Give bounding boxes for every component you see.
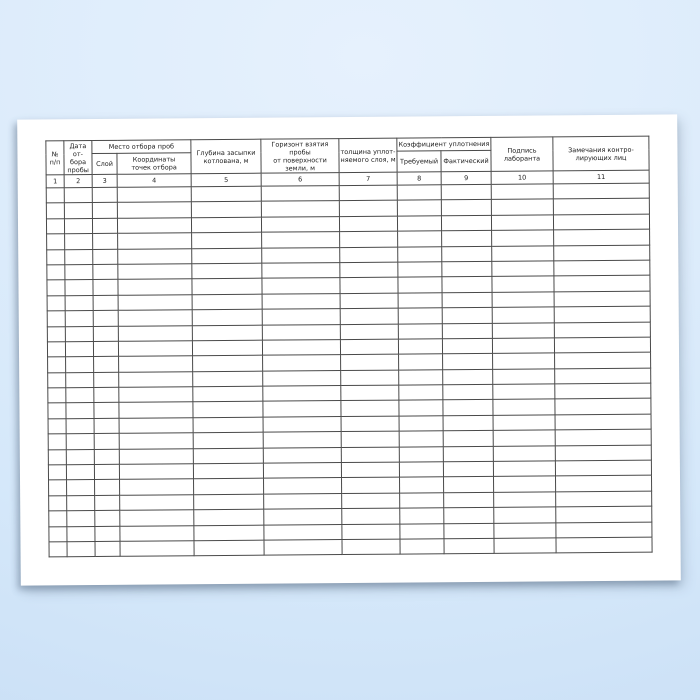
empty-cell: [493, 415, 555, 431]
empty-cell: [49, 542, 67, 558]
column-number-cell: 2: [64, 175, 92, 188]
empty-cell: [444, 477, 494, 493]
empty-cell: [66, 465, 94, 481]
empty-cell: [49, 511, 67, 527]
empty-cell: [120, 541, 194, 557]
col-header-coords: Координаты точек отбора: [117, 153, 191, 175]
empty-cell: [94, 434, 119, 450]
empty-cell: [340, 308, 398, 324]
empty-cell: [47, 265, 65, 281]
empty-cell: [67, 495, 95, 511]
empty-cell: [66, 403, 94, 419]
empty-cell: [443, 461, 493, 477]
empty-cell: [118, 294, 192, 310]
empty-cell: [262, 247, 340, 263]
empty-cell: [442, 261, 492, 277]
empty-cell: [342, 539, 400, 555]
empty-cell: [48, 449, 66, 465]
empty-cell: [118, 325, 192, 341]
empty-cell: [47, 295, 65, 311]
column-number-cell: 6: [261, 173, 339, 187]
col-header-depth: Глубина засыпки котлована, м: [191, 139, 261, 174]
header-row-top: [46, 136, 649, 154]
empty-cell: [494, 538, 556, 554]
empty-cell: [193, 402, 263, 418]
col-header-required: Требуемый: [397, 151, 441, 172]
empty-cell: [49, 496, 67, 512]
empty-cell: [399, 416, 443, 432]
empty-cell: [400, 477, 444, 493]
empty-cell: [556, 522, 652, 538]
empty-cell: [46, 203, 64, 219]
empty-cell: [95, 541, 120, 557]
empty-cell: [554, 229, 650, 245]
empty-cell: [262, 309, 340, 325]
empty-cell: [192, 248, 262, 264]
empty-cell: [94, 403, 119, 419]
empty-cell: [65, 311, 93, 327]
empty-cell: [92, 203, 117, 219]
empty-cell: [553, 199, 649, 215]
empty-cell: [553, 183, 649, 199]
col-header-signature: Подпись лаборанта: [491, 137, 553, 171]
empty-cell: [48, 465, 66, 481]
empty-cell: [340, 324, 398, 340]
empty-cell: [94, 464, 119, 480]
empty-cell: [93, 280, 118, 296]
empty-cell: [442, 307, 492, 323]
empty-cell: [342, 524, 400, 540]
empty-cell: [399, 446, 443, 462]
empty-cell: [399, 400, 443, 416]
empty-cell: [442, 231, 492, 247]
empty-cell: [264, 493, 342, 509]
empty-cell: [66, 388, 94, 404]
empty-cell: [398, 277, 442, 293]
empty-cell: [399, 385, 443, 401]
empty-cell: [47, 326, 65, 342]
empty-cell: [339, 201, 397, 217]
empty-cell: [398, 246, 442, 262]
empty-cell: [400, 493, 444, 509]
empty-cell: [554, 322, 650, 338]
empty-cell: [491, 184, 553, 200]
empty-cell: [554, 275, 650, 291]
col-header-layer: Слой: [92, 153, 117, 174]
empty-cell: [262, 232, 340, 248]
empty-cell: [191, 186, 261, 202]
empty-cell: [193, 355, 263, 371]
empty-cell: [340, 262, 398, 278]
empty-cell: [64, 218, 92, 234]
empty-cell: [342, 508, 400, 524]
empty-cell: [398, 293, 442, 309]
empty-cell: [555, 460, 651, 476]
empty-cell: [555, 414, 651, 430]
empty-cell: [192, 325, 262, 341]
empty-cell: [66, 418, 94, 434]
empty-cell: [398, 323, 442, 339]
empty-cell: [95, 526, 120, 542]
col-header-remarks: Замечания контро- лирующих лиц: [553, 136, 649, 171]
empty-cell: [262, 263, 340, 279]
document-page: [17, 114, 681, 585]
empty-cell: [194, 509, 264, 525]
empty-cell: [47, 280, 65, 296]
empty-cell: [118, 341, 192, 357]
empty-cell: [444, 538, 494, 554]
empty-cell: [263, 463, 341, 479]
empty-cell: [66, 357, 94, 373]
column-number-cell: 3: [92, 174, 117, 187]
empty-cell: [492, 292, 554, 308]
empty-cell: [492, 276, 554, 292]
empty-cell: [65, 264, 93, 280]
empty-cell: [193, 432, 263, 448]
empty-cell: [93, 233, 118, 249]
empty-cell: [191, 202, 261, 218]
empty-cell: [119, 464, 193, 480]
empty-cell: [261, 216, 339, 232]
empty-cell: [119, 356, 193, 372]
empty-cell: [493, 353, 555, 369]
empty-cell: [442, 292, 492, 308]
empty-cell: [49, 526, 67, 542]
empty-cell: [443, 431, 493, 447]
empty-cell: [339, 185, 397, 201]
table-body: [46, 183, 652, 557]
empty-cell: [193, 371, 263, 387]
empty-cell: [556, 491, 652, 507]
empty-cell: [119, 402, 193, 418]
empty-cell: [491, 215, 553, 231]
empty-cell: [442, 323, 492, 339]
empty-cell: [556, 476, 652, 492]
empty-cell: [555, 352, 651, 368]
empty-cell: [94, 372, 119, 388]
empty-cell: [47, 234, 65, 250]
empty-cell: [342, 493, 400, 509]
empty-cell: [48, 419, 66, 435]
column-number-cell: 5: [191, 173, 261, 187]
empty-cell: [556, 506, 652, 522]
empty-cell: [193, 448, 263, 464]
empty-cell: [65, 341, 93, 357]
empty-cell: [48, 434, 66, 450]
empty-cell: [556, 537, 652, 553]
empty-cell: [119, 448, 193, 464]
col-group-place: Место отбора проб: [92, 140, 191, 154]
empty-cell: [492, 307, 554, 323]
column-number-cell: 10: [491, 171, 553, 184]
empty-cell: [118, 310, 192, 326]
empty-cell: [67, 526, 95, 542]
empty-cell: [341, 401, 399, 417]
empty-cell: [48, 372, 66, 388]
empty-cell: [492, 322, 554, 338]
column-number-cell: 1: [46, 175, 64, 188]
empty-cell: [493, 399, 555, 415]
empty-cell: [48, 403, 66, 419]
empty-cell: [397, 185, 441, 201]
empty-cell: [192, 232, 262, 248]
empty-cell: [48, 388, 66, 404]
empty-cell: [441, 184, 491, 200]
empty-cell: [554, 260, 650, 276]
empty-cell: [117, 218, 191, 234]
empty-cell: [492, 230, 554, 246]
empty-cell: [118, 233, 192, 249]
empty-cell: [555, 368, 651, 384]
empty-cell: [192, 279, 262, 295]
empty-cell: [193, 463, 263, 479]
empty-cell: [93, 341, 118, 357]
empty-cell: [398, 339, 442, 355]
col-header-num: № п/п: [46, 141, 64, 175]
empty-cell: [65, 280, 93, 296]
col-header-actual: Фактический: [441, 150, 491, 171]
empty-cell: [491, 199, 553, 215]
empty-cell: [261, 186, 339, 202]
empty-cell: [118, 279, 192, 295]
empty-cell: [341, 416, 399, 432]
empty-cell: [398, 308, 442, 324]
empty-cell: [341, 354, 399, 370]
empty-cell: [494, 522, 556, 538]
empty-cell: [398, 262, 442, 278]
empty-cell: [64, 188, 92, 204]
table-header: [46, 136, 649, 188]
column-number-cell: 9: [441, 171, 491, 184]
empty-cell: [93, 249, 118, 265]
empty-cell: [119, 418, 193, 434]
empty-cell: [442, 338, 492, 354]
empty-cell: [94, 449, 119, 465]
empty-cell: [119, 433, 193, 449]
empty-cell: [443, 400, 493, 416]
empty-cell: [65, 249, 93, 265]
empty-cell: [262, 339, 340, 355]
empty-cell: [341, 385, 399, 401]
empty-cell: [492, 261, 554, 277]
empty-cell: [263, 432, 341, 448]
empty-cell: [49, 480, 67, 496]
empty-cell: [64, 203, 92, 219]
empty-cell: [194, 494, 264, 510]
empty-cell: [192, 263, 262, 279]
empty-cell: [340, 277, 398, 293]
empty-cell: [118, 264, 192, 280]
empty-cell: [442, 246, 492, 262]
empty-cell: [340, 339, 398, 355]
empty-cell: [119, 387, 193, 403]
empty-cell: [494, 476, 556, 492]
empty-cell: [399, 369, 443, 385]
empty-cell: [261, 201, 339, 217]
empty-cell: [263, 370, 341, 386]
empty-cell: [444, 492, 494, 508]
empty-cell: [443, 354, 493, 370]
empty-cell: [46, 219, 64, 235]
empty-cell: [193, 386, 263, 402]
empty-cell: [493, 446, 555, 462]
empty-cell: [263, 355, 341, 371]
empty-cell: [67, 541, 95, 557]
empty-cell: [263, 447, 341, 463]
empty-cell: [398, 231, 442, 247]
empty-cell: [47, 311, 65, 327]
empty-cell: [194, 540, 264, 556]
empty-cell: [66, 372, 94, 388]
empty-cell: [192, 309, 262, 325]
empty-cell: [492, 245, 554, 261]
empty-cell: [264, 478, 342, 494]
empty-cell: [120, 525, 194, 541]
empty-cell: [397, 216, 441, 232]
empty-cell: [341, 462, 399, 478]
empty-cell: [263, 401, 341, 417]
column-number-cell: 11: [553, 170, 649, 184]
empty-cell: [340, 293, 398, 309]
empty-cell: [47, 342, 65, 358]
empty-cell: [92, 187, 117, 203]
empty-cell: [493, 430, 555, 446]
empty-cell: [342, 478, 400, 494]
empty-cell: [66, 434, 94, 450]
empty-cell: [194, 525, 264, 541]
empty-cell: [65, 295, 93, 311]
empty-cell: [555, 429, 651, 445]
empty-cell: [93, 310, 118, 326]
empty-cell: [340, 247, 398, 263]
empty-cell: [400, 523, 444, 539]
empty-cell: [555, 383, 651, 399]
empty-cell: [67, 480, 95, 496]
column-number-cell: 7: [339, 172, 397, 185]
empty-cell: [193, 417, 263, 433]
empty-cell: [399, 462, 443, 478]
column-number-cell: 8: [397, 172, 441, 185]
col-header-thickness: толщина уплот- няемого слоя, м: [339, 138, 397, 172]
empty-cell: [341, 370, 399, 386]
empty-cell: [120, 510, 194, 526]
empty-cell: [399, 431, 443, 447]
empty-cell: [93, 295, 118, 311]
empty-cell: [397, 200, 441, 216]
empty-cell: [493, 369, 555, 385]
empty-cell: [95, 511, 120, 527]
empty-cell: [553, 214, 649, 230]
empty-cell: [443, 415, 493, 431]
empty-cell: [118, 248, 192, 264]
empty-cell: [341, 431, 399, 447]
empty-cell: [554, 245, 650, 261]
empty-cell: [120, 479, 194, 495]
empty-cell: [493, 461, 555, 477]
empty-cell: [95, 480, 120, 496]
empty-cell: [191, 217, 261, 233]
empty-cell: [441, 215, 491, 231]
empty-cell: [554, 306, 650, 322]
empty-cell: [92, 218, 117, 234]
empty-cell: [47, 249, 65, 265]
empty-cell: [554, 337, 650, 353]
empty-cell: [264, 509, 342, 525]
empty-cell: [339, 216, 397, 232]
empty-cell: [94, 418, 119, 434]
col-header-date: Дата от- бора пробы: [64, 141, 92, 175]
empty-cell: [93, 326, 118, 342]
empty-cell: [263, 386, 341, 402]
empty-cell: [444, 508, 494, 524]
empty-cell: [48, 357, 66, 373]
empty-cell: [444, 523, 494, 539]
empty-cell: [493, 384, 555, 400]
empty-cell: [95, 495, 120, 511]
sampling-log-table: [45, 136, 652, 558]
empty-cell: [192, 340, 262, 356]
empty-cell: [262, 278, 340, 294]
empty-cell: [93, 264, 118, 280]
empty-cell: [555, 445, 651, 461]
empty-cell: [263, 416, 341, 432]
empty-cell: [554, 291, 650, 307]
empty-cell: [192, 294, 262, 310]
empty-cell: [262, 324, 340, 340]
empty-cell: [341, 447, 399, 463]
empty-cell: [399, 354, 443, 370]
empty-cell: [94, 387, 119, 403]
empty-cell: [65, 234, 93, 250]
empty-cell: [66, 449, 94, 465]
empty-cell: [117, 187, 191, 203]
empty-cell: [264, 524, 342, 540]
empty-cell: [443, 384, 493, 400]
empty-cell: [120, 495, 194, 511]
empty-cell: [441, 200, 491, 216]
empty-cell: [264, 540, 342, 556]
empty-cell: [400, 508, 444, 524]
empty-cell: [400, 539, 444, 555]
col-group-coefficient: Коэффициент уплотнения: [397, 137, 491, 151]
empty-cell: [46, 188, 64, 204]
empty-cell: [65, 326, 93, 342]
empty-cell: [443, 369, 493, 385]
empty-cell: [119, 371, 193, 387]
empty-cell: [492, 338, 554, 354]
column-number-cell: 4: [117, 174, 191, 188]
empty-cell: [443, 446, 493, 462]
empty-cell: [494, 492, 556, 508]
col-header-horizon: Горизонт взятия пробы от поверхности земли, м: [261, 139, 339, 174]
empty-cell: [555, 399, 651, 415]
empty-cell: [194, 479, 264, 495]
empty-cell: [117, 202, 191, 218]
empty-cell: [94, 357, 119, 373]
empty-cell: [262, 293, 340, 309]
empty-cell: [494, 507, 556, 523]
empty-cell: [442, 277, 492, 293]
empty-cell: [67, 511, 95, 527]
empty-cell: [340, 231, 398, 247]
